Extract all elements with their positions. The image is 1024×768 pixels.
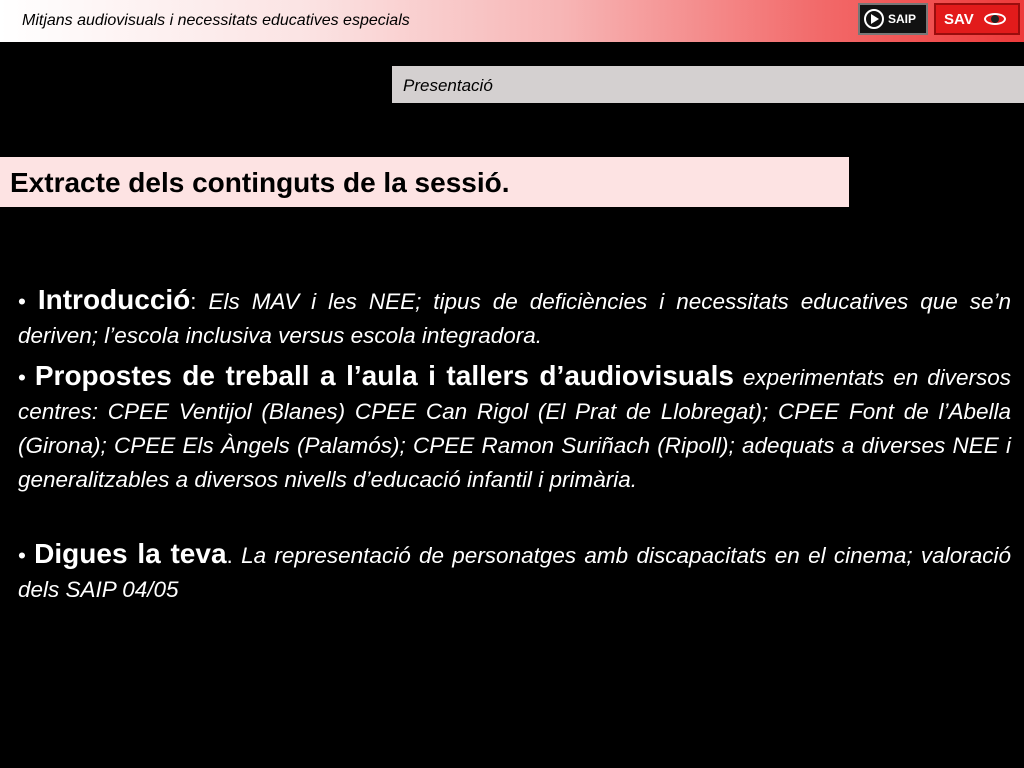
list-item-digues-la-teva xyxy=(18,537,1011,607)
bullet-icon: • xyxy=(18,543,26,568)
page-heading: Extracte dels continguts de la sessió. xyxy=(0,157,849,207)
item-title: Digues la teva xyxy=(34,538,227,569)
item-text: experimentats en diversos centres: CPEE Ventijol (Blanes) CPEE Can Rigol (El Prat de Llobregat); CPEE Font de l’Abella (Girona); CPEE Els Àngels (Palamós); CPEE Ramon Suriñach (Ripoll); adequats a diverses NEE i generalitzables a diversos nivells d’educació infantil i primària. xyxy=(18,365,1011,492)
item-title: Introducció xyxy=(37,284,191,315)
section-label: Presentació xyxy=(392,66,1024,103)
sav-button-label: SAV xyxy=(944,10,974,28)
item-title: Propostes de treball a l’aula i tallers d’audiovisuals xyxy=(34,360,734,391)
header-bar xyxy=(0,0,1024,42)
list-item-introduccio xyxy=(18,283,1011,353)
content-list xyxy=(18,283,1011,607)
item-title-punct: : xyxy=(190,289,197,314)
sav-button[interactable] xyxy=(934,3,1020,35)
bullet-icon: • xyxy=(18,289,26,314)
bullet-icon: • xyxy=(18,365,26,390)
list-item-propostes xyxy=(18,359,1011,497)
course-title: Mitjans audiovisuals i necessitats educatives especials xyxy=(22,12,410,29)
eye-icon xyxy=(982,11,1008,27)
item-title-punct: . xyxy=(226,543,233,568)
saip-button[interactable] xyxy=(858,3,928,35)
saip-button-label: SAIP xyxy=(888,12,917,26)
play-icon xyxy=(864,9,884,29)
item-text: Els MAV i les NEE; tipus de deficiències i necessitats educatives que se’n deriven; l’escola inclusiva versus escola integradora. xyxy=(18,289,1011,348)
item-text: La representació de personatges amb discapacitats en el cinema; valoració dels SAIP 04/05 xyxy=(18,543,1011,602)
